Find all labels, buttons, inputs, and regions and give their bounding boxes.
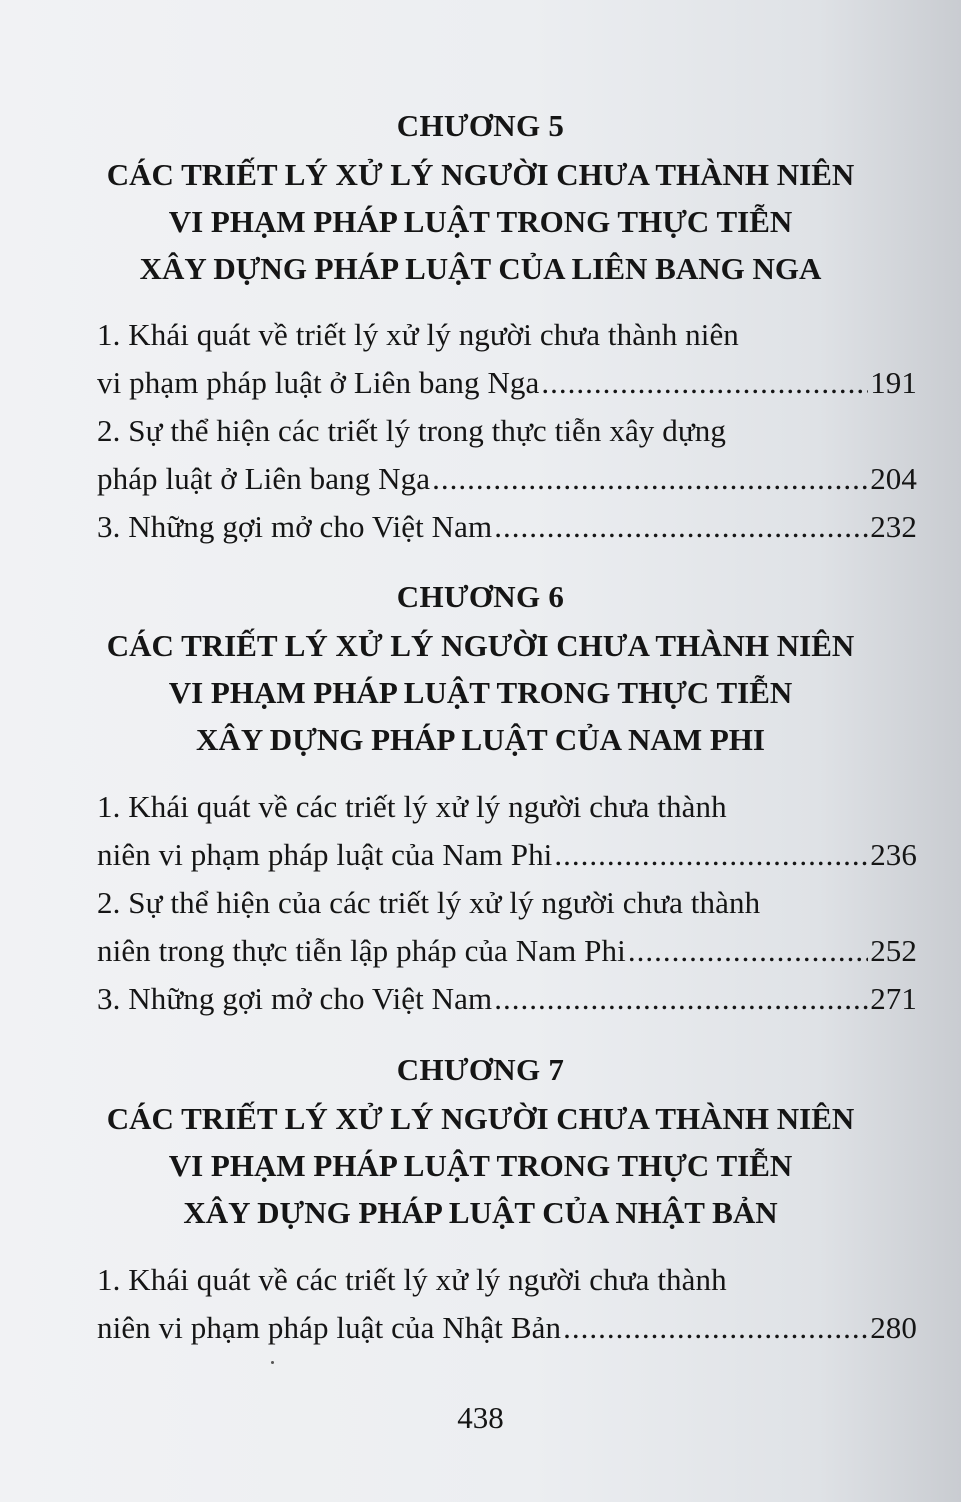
chapter-title: CHƯƠNG 7 xyxy=(396,1052,565,1087)
chapter-heading-line: VI PHẠM PHÁP LUẬT TRONG THỰC TIỄN xyxy=(168,1148,793,1183)
chapter-heading-line: XÂY DỰNG PHÁP LUẬT CỦA LIÊN BANG NGA xyxy=(139,251,822,286)
toc-entry-text: niên vi phạm pháp luật của Nhật Bản xyxy=(97,1310,562,1345)
toc-entry-text: vi phạm pháp luật ở Liên bang Nga xyxy=(97,365,540,400)
toc-entry-text: niên trong thực tiễn lập pháp của Nam Phi xyxy=(97,933,626,968)
dot-leader xyxy=(494,975,868,1023)
toc-entry[interactable] xyxy=(97,783,917,879)
toc-entry-text: 3. Những gợi mở cho Việt Nam xyxy=(97,981,493,1016)
toc-entry-text: pháp luật ở Liên bang Nga xyxy=(97,461,431,496)
toc-entry-text: 2. Sự thể hiện của các triết lý xử lý người chưa thành xyxy=(97,885,761,920)
dot-leader xyxy=(628,927,868,975)
page-number: 438 xyxy=(457,1400,504,1435)
toc-entry-line xyxy=(97,455,917,503)
toc-page-number: 236 xyxy=(870,837,917,872)
toc-entry-line xyxy=(97,503,917,551)
toc-page-number: 204 xyxy=(870,461,917,496)
toc-entry[interactable] xyxy=(97,407,917,503)
dot-leader xyxy=(494,503,868,551)
toc-entry-text: 3. Những gợi mở cho Việt Nam xyxy=(97,509,493,544)
dot-leader xyxy=(554,831,868,879)
toc-entry-line xyxy=(97,1256,917,1304)
toc-entry-line xyxy=(97,879,917,927)
dot-leader xyxy=(432,455,868,503)
toc-page-number: 271 xyxy=(870,981,917,1016)
toc-entry-line xyxy=(97,311,917,359)
toc-entry-text: 2. Sự thể hiện các triết lý trong thực tiễn xây dựng xyxy=(97,413,726,448)
toc-entry[interactable] xyxy=(97,1256,917,1352)
dot-leader xyxy=(541,359,868,407)
toc-entry[interactable] xyxy=(97,879,917,975)
chapter-heading-line: CÁC TRIẾT LÝ XỬ LÝ NGƯỜI CHƯA THÀNH NIÊN xyxy=(106,1101,855,1136)
toc-entry-line xyxy=(97,927,917,975)
chapter-heading-line: VI PHẠM PHÁP LUẬT TRONG THỰC TIỄN xyxy=(168,204,793,239)
toc-entry[interactable] xyxy=(97,975,917,1023)
chapter-heading-line: VI PHẠM PHÁP LUẬT TRONG THỰC TIỄN xyxy=(168,675,793,710)
chapter-6-header xyxy=(0,577,961,763)
toc-entry-line xyxy=(97,831,917,879)
toc-entry[interactable] xyxy=(97,311,917,407)
toc-entry[interactable] xyxy=(97,503,917,551)
chapter-heading-line: XÂY DỰNG PHÁP LUẬT CỦA NAM PHI xyxy=(196,722,765,757)
toc-page-number: 252 xyxy=(870,933,917,968)
print-speck xyxy=(271,1361,274,1364)
chapter-title: CHƯƠNG 6 xyxy=(396,579,565,614)
toc-entry-line xyxy=(97,783,917,831)
chapter-7-header xyxy=(0,1050,961,1236)
dot-leader xyxy=(563,1304,868,1352)
chapter-title: CHƯƠNG 5 xyxy=(396,108,565,143)
toc-entry-text: 1. Khái quát về triết lý xử lý người chưa thành niên xyxy=(97,317,739,352)
toc-entry-text: 1. Khái quát về các triết lý xử lý người chưa thành xyxy=(97,1262,727,1297)
chapter-heading-line: CÁC TRIẾT LÝ XỬ LÝ NGƯỜI CHƯA THÀNH NIÊN xyxy=(106,628,855,663)
toc-entry-line xyxy=(97,975,917,1023)
toc-page-number: 191 xyxy=(870,365,917,400)
chapter-heading-line: CÁC TRIẾT LÝ XỬ LÝ NGƯỜI CHƯA THÀNH NIÊN xyxy=(106,157,855,192)
toc-entry-line xyxy=(97,407,917,455)
toc-entry-line xyxy=(97,1304,917,1352)
toc-entry-text: 1. Khái quát về các triết lý xử lý người chưa thành xyxy=(97,789,727,824)
chapter-5-header xyxy=(0,106,961,292)
toc-entry-text: niên vi phạm pháp luật của Nam Phi xyxy=(97,837,553,872)
toc-entry-line xyxy=(97,359,917,407)
chapter-heading-line: XÂY DỰNG PHÁP LUẬT CỦA NHẬT BẢN xyxy=(183,1195,778,1230)
toc-page-number: 280 xyxy=(870,1310,917,1345)
toc-page-number: 232 xyxy=(870,509,917,544)
